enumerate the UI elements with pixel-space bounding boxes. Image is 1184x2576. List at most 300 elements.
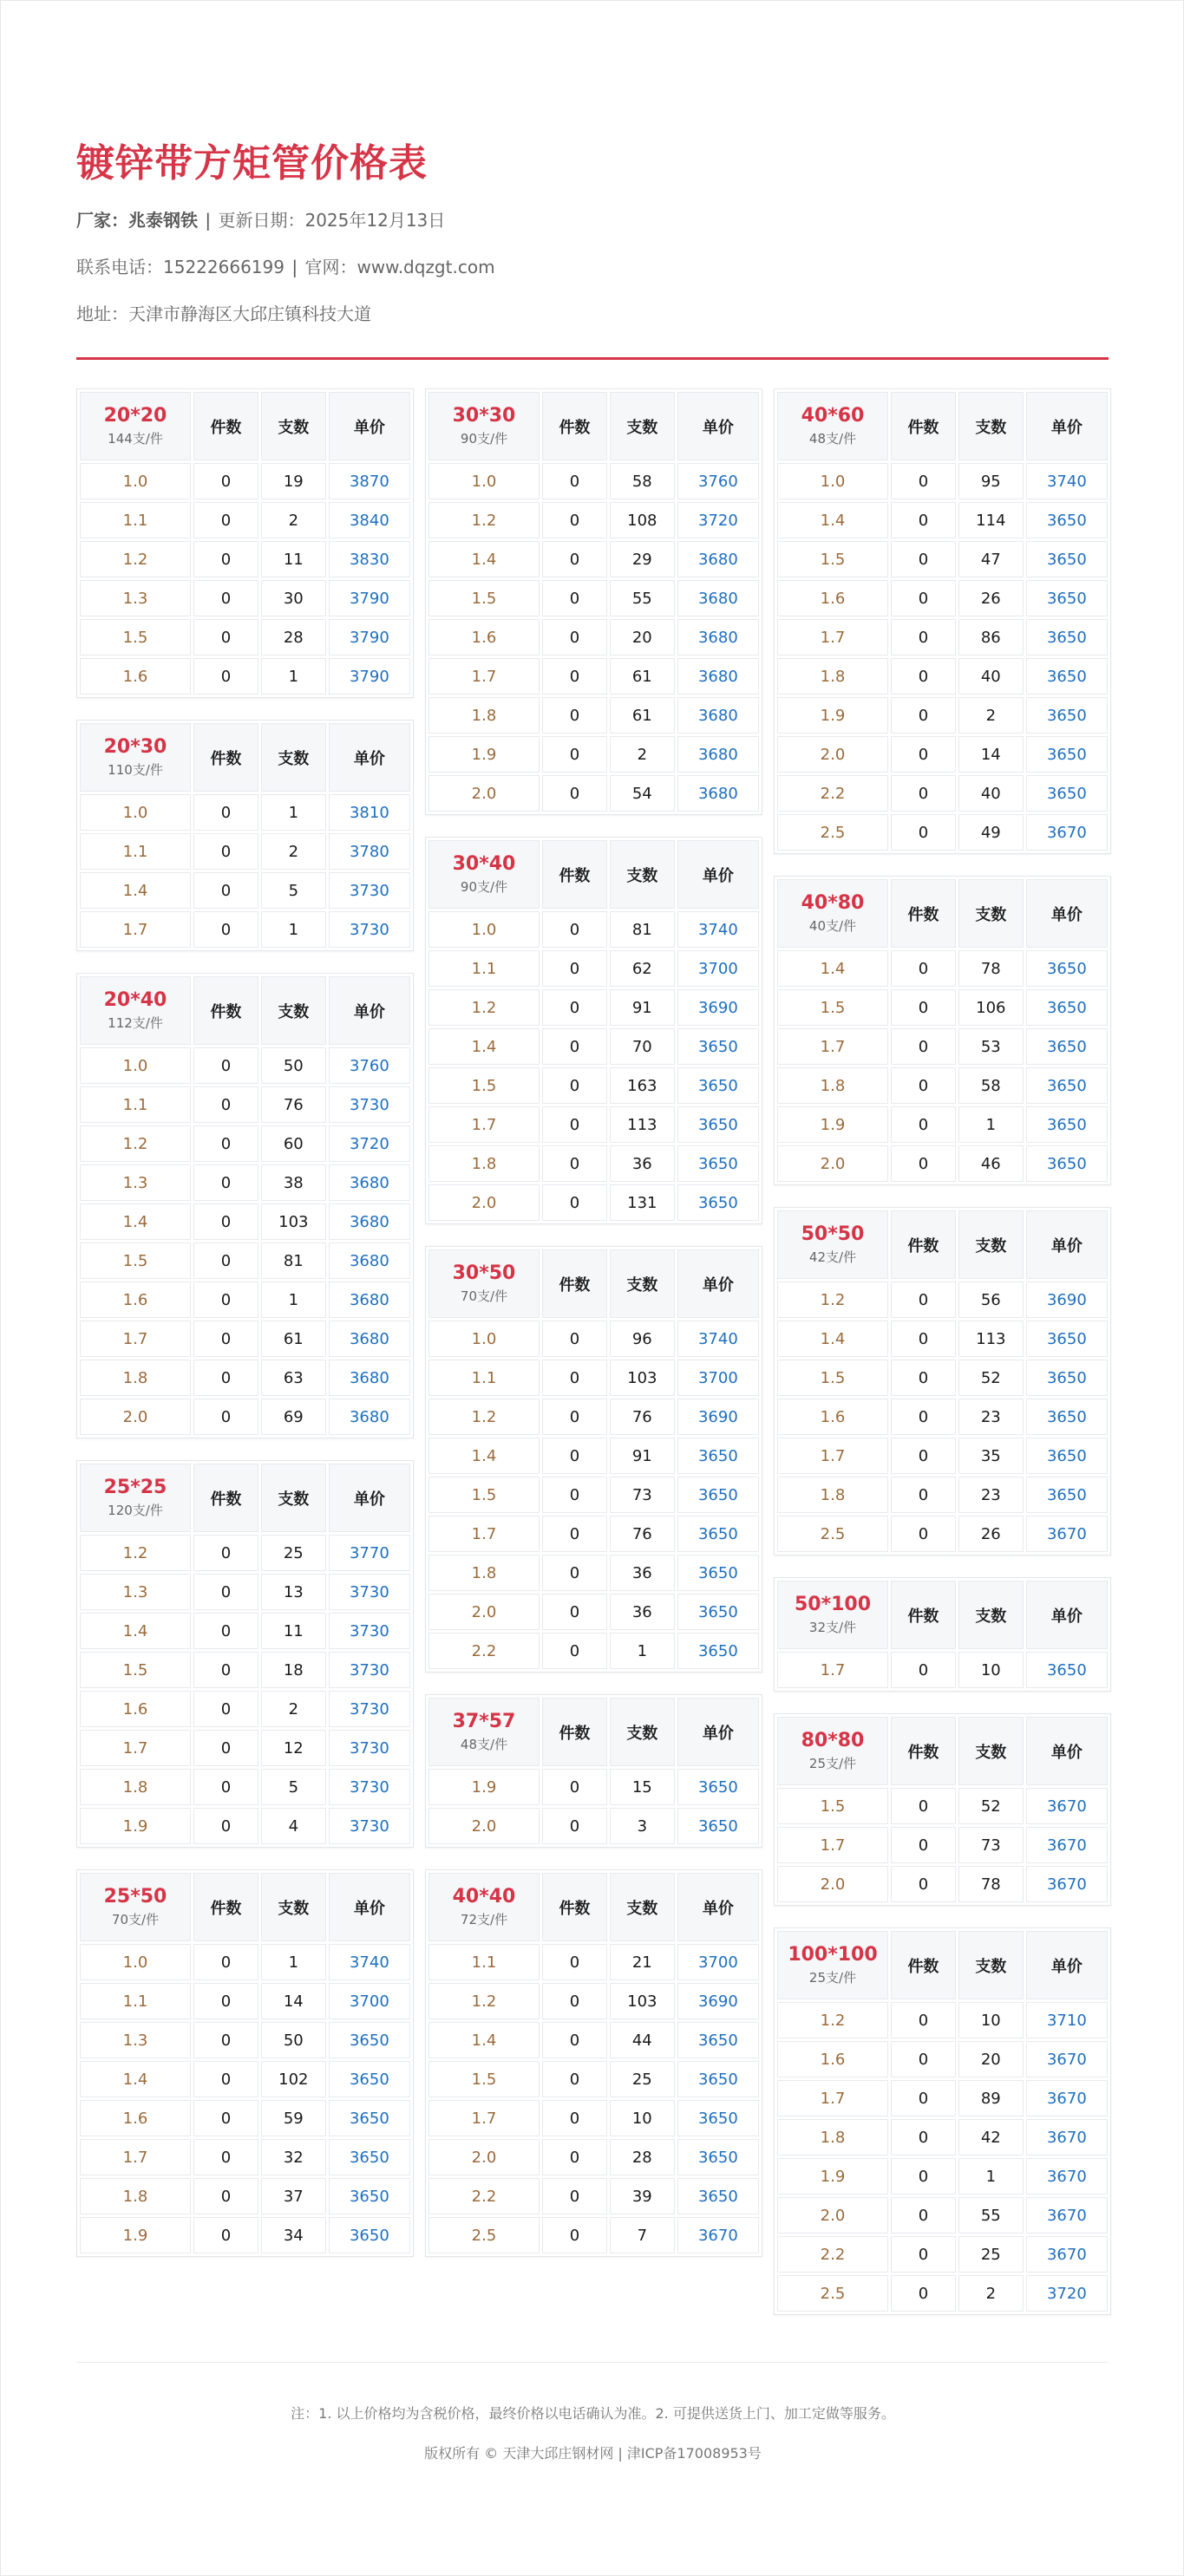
table-row [777, 541, 1108, 577]
thickness-cell: 1.4 [428, 1438, 540, 1474]
thickness-cell: 2.5 [777, 814, 888, 851]
table-row [80, 619, 410, 655]
table-row [777, 1438, 1108, 1474]
price-header: 单价 [1026, 1581, 1108, 1649]
price-cell: 3740 [677, 911, 759, 948]
spec-header [428, 840, 540, 909]
table-row [428, 2022, 759, 2058]
thickness-cell: 1.5 [428, 1067, 540, 1104]
price-cell: 3650 [1026, 1028, 1108, 1065]
pieces-cell: 0 [193, 911, 258, 948]
count-cell: 1 [958, 1106, 1024, 1143]
count-cell: 61 [610, 697, 675, 734]
table-row [777, 1281, 1108, 1318]
price-cell: 3650 [329, 2022, 410, 2058]
count-cell: 73 [958, 1827, 1024, 1863]
count-cell: 61 [261, 1321, 326, 1357]
spec-pack-qty: 72支/件 [460, 1911, 508, 1927]
thickness-cell: 1.2 [80, 1535, 191, 1571]
pieces-cell: 0 [891, 2236, 956, 2273]
price-cell: 3650 [1026, 1652, 1108, 1688]
price-cell: 3730 [329, 1808, 410, 1844]
count-cell: 1 [261, 911, 326, 948]
price-header: 单价 [1026, 1210, 1108, 1279]
price-cell: 3730 [329, 1730, 410, 1766]
price-cell: 3730 [329, 1652, 410, 1688]
table-row [80, 1281, 410, 1318]
count-cell: 78 [958, 950, 1024, 987]
pieces-cell: 0 [542, 2139, 607, 2175]
pieces-cell: 0 [542, 697, 607, 734]
pieces-cell: 0 [193, 502, 258, 538]
count-cell: 103 [261, 1203, 326, 1240]
spec-size: 20*30 [103, 735, 167, 758]
price-cell: 3650 [677, 2100, 759, 2136]
thickness-cell: 1.0 [428, 1321, 540, 1357]
thickness-cell: 1.4 [428, 2022, 540, 2058]
price-table [76, 1460, 414, 1848]
table-row [428, 1555, 759, 1591]
price-cell: 3680 [677, 697, 759, 734]
count-cell: 2 [261, 1691, 326, 1727]
pieces-cell: 0 [891, 502, 956, 538]
pieces-cell: 0 [891, 658, 956, 695]
table-row [428, 2061, 759, 2097]
pieces-cell: 0 [891, 697, 956, 734]
thickness-cell: 2.0 [777, 736, 888, 773]
count-cell: 102 [261, 2061, 326, 2097]
pieces-cell: 0 [542, 2100, 607, 2136]
spec-pack-qty: 70支/件 [111, 1911, 160, 1927]
table-row [80, 502, 410, 538]
pieces-cell: 0 [891, 2275, 956, 2312]
thickness-cell: 1.1 [428, 950, 540, 987]
pieces-cell: 0 [193, 794, 258, 831]
spec-size: 30*40 [452, 852, 516, 875]
spec-header [80, 392, 191, 460]
pieces-cell: 0 [542, 775, 607, 812]
price-cell: 3670 [1026, 814, 1108, 851]
thickness-cell: 1.9 [777, 1106, 888, 1143]
spec-header [80, 723, 191, 792]
count-header: 支数 [261, 723, 326, 792]
table-row [428, 2139, 759, 2175]
price-cell: 3670 [1026, 2236, 1108, 2273]
price-cell: 3650 [1026, 1360, 1108, 1396]
pieces-cell: 0 [193, 2100, 258, 2136]
separator: | [291, 257, 298, 277]
table-header-row [777, 879, 1108, 948]
table-row [428, 2178, 759, 2214]
thickness-cell: 1.9 [777, 697, 888, 734]
table-row [80, 1652, 410, 1688]
thickness-cell: 1.1 [428, 1944, 540, 1980]
count-cell: 95 [958, 463, 1024, 499]
pieces-header: 件数 [542, 1698, 607, 1766]
spec-pack-qty: 32支/件 [808, 1619, 857, 1635]
spec-pack-qty: 90支/件 [460, 430, 508, 447]
spec-header [428, 1249, 540, 1318]
table-header-row [777, 1931, 1108, 1999]
price-cell: 3670 [1026, 2041, 1108, 2077]
price-cell: 3790 [329, 580, 410, 616]
table-row [777, 1360, 1108, 1396]
table-row [80, 1321, 410, 1357]
count-cell: 25 [958, 2236, 1024, 2273]
pieces-cell: 0 [542, 1944, 607, 1980]
count-header: 支数 [261, 392, 326, 460]
pieces-header: 件数 [542, 1249, 607, 1318]
count-cell: 32 [261, 2139, 326, 2175]
price-header: 单价 [329, 723, 410, 792]
pieces-cell: 0 [193, 1535, 258, 1571]
spec-size: 40*80 [801, 891, 865, 914]
price-table [425, 837, 762, 1224]
price-cell: 3730 [329, 911, 410, 948]
thickness-cell: 2.5 [428, 2217, 540, 2253]
count-cell: 30 [261, 580, 326, 616]
price-cell: 3650 [677, 1633, 759, 1669]
page-header [76, 131, 1109, 337]
thickness-cell: 1.8 [428, 697, 540, 734]
price-header: 单价 [329, 1464, 410, 1532]
table-row [777, 697, 1108, 734]
pieces-cell: 0 [891, 775, 956, 812]
table-row [428, 1983, 759, 2019]
table-row [428, 1321, 759, 1357]
table-row [428, 1067, 759, 1104]
thickness-cell: 1.5 [777, 1788, 888, 1824]
spec-pack-qty: 25支/件 [808, 1755, 857, 1771]
count-cell: 38 [261, 1164, 326, 1201]
pieces-cell: 0 [542, 658, 607, 695]
phone-number[interactable]: 15222666199 [163, 257, 285, 277]
manufacturer-name: 兆泰钢铁 [128, 210, 198, 231]
price-cell: 3700 [677, 1360, 759, 1396]
table-row [80, 2100, 410, 2136]
pieces-header: 件数 [891, 879, 956, 948]
spec-size: 25*50 [103, 1885, 167, 1908]
thickness-cell: 1.6 [777, 580, 888, 616]
pieces-cell: 0 [891, 2197, 956, 2234]
count-cell: 131 [610, 1184, 675, 1221]
price-cell: 3670 [1026, 1788, 1108, 1824]
spec-pack-qty: 48支/件 [460, 1736, 508, 1752]
thickness-cell: 1.6 [428, 619, 540, 655]
count-cell: 56 [958, 1281, 1024, 1318]
count-cell: 23 [958, 1399, 1024, 1435]
pieces-cell: 0 [193, 2139, 258, 2175]
count-cell: 60 [261, 1125, 326, 1162]
thickness-cell: 1.5 [80, 1242, 191, 1279]
pieces-cell: 0 [891, 1360, 956, 1396]
table-row [428, 1106, 759, 1143]
table-row [428, 989, 759, 1026]
pieces-cell: 0 [542, 1516, 607, 1552]
separator: | [205, 210, 212, 231]
table-row [80, 2178, 410, 2214]
table-header-row [428, 1873, 759, 1941]
price-cell: 3650 [329, 2061, 410, 2097]
table-row [80, 1399, 410, 1435]
count-cell: 76 [610, 1516, 675, 1552]
footer-note: 注：1. 以上价格均为含税价格，最终价格以电话确认为准。2. 可提供送货上门、加工定做等服务。 [291, 2405, 895, 2422]
price-cell: 3690 [677, 1399, 759, 1435]
pieces-cell: 0 [891, 736, 956, 773]
thickness-cell: 1.0 [80, 1944, 191, 1980]
website-link[interactable]: www.dqzgt.com [357, 257, 495, 277]
table-row [428, 2217, 759, 2253]
table-row [428, 1944, 759, 1980]
count-cell: 25 [261, 1535, 326, 1571]
pieces-cell: 0 [193, 2178, 258, 2214]
table-row [428, 502, 759, 538]
pieces-cell: 0 [891, 2041, 956, 2077]
count-cell: 5 [261, 872, 326, 909]
count-cell: 26 [958, 580, 1024, 616]
count-header: 支数 [958, 1581, 1024, 1649]
count-cell: 10 [958, 1652, 1024, 1688]
count-cell: 21 [610, 1944, 675, 1980]
price-cell: 3840 [329, 502, 410, 538]
spec-header [428, 1698, 540, 1766]
count-header: 支数 [261, 976, 326, 1045]
thickness-cell: 1.5 [777, 1360, 888, 1396]
spec-pack-qty: 70支/件 [460, 1288, 508, 1304]
price-header: 单价 [329, 1873, 410, 1941]
spec-header [80, 1873, 191, 1941]
manufacturer-line [76, 197, 1109, 244]
pieces-cell: 0 [193, 1399, 258, 1435]
spec-header [777, 879, 888, 948]
pieces-cell: 0 [193, 463, 258, 499]
thickness-cell: 1.2 [428, 1983, 540, 2019]
count-cell: 86 [958, 619, 1024, 655]
pieces-cell: 0 [891, 950, 956, 987]
count-cell: 19 [261, 463, 326, 499]
table-row [428, 775, 759, 812]
price-cell: 3650 [677, 1594, 759, 1630]
price-cell: 3730 [329, 1086, 410, 1123]
count-cell: 25 [610, 2061, 675, 2097]
thickness-cell: 1.2 [80, 1125, 191, 1162]
count-header: 支数 [958, 1931, 1024, 1999]
table-row [777, 1106, 1108, 1143]
thickness-cell: 1.8 [80, 2178, 191, 2214]
pieces-cell: 0 [891, 1028, 956, 1065]
pieces-cell: 0 [193, 1321, 258, 1357]
table-header-row [428, 840, 759, 909]
table-row [428, 1808, 759, 1844]
spec-header [777, 1717, 888, 1785]
price-cell: 3670 [677, 2217, 759, 2253]
thickness-cell: 1.2 [428, 989, 540, 1026]
price-header: 单价 [1026, 392, 1108, 460]
thickness-cell: 1.3 [80, 1574, 191, 1610]
table-row [80, 1242, 410, 1279]
spec-size: 40*40 [452, 1885, 516, 1908]
count-cell: 20 [958, 2041, 1024, 2077]
pieces-header: 件数 [542, 1873, 607, 1941]
address-text: 天津市静海区大邱庄镇科技大道 [128, 303, 371, 324]
table-row [777, 2119, 1108, 2155]
pieces-header: 件数 [193, 723, 258, 792]
count-cell: 58 [610, 463, 675, 499]
price-cell: 3650 [677, 1067, 759, 1104]
thickness-cell: 1.8 [777, 658, 888, 695]
price-cell: 3650 [1026, 1067, 1108, 1104]
table-row [777, 619, 1108, 655]
price-table [425, 1694, 762, 1848]
price-cell: 3650 [1026, 950, 1108, 987]
thickness-cell: 1.3 [80, 2022, 191, 2058]
thickness-cell: 1.4 [80, 2061, 191, 2097]
table-row [777, 1321, 1108, 1357]
pieces-cell: 0 [193, 1574, 258, 1610]
pieces-cell: 0 [891, 1399, 956, 1435]
table-row [777, 2236, 1108, 2273]
thickness-cell: 1.1 [80, 833, 191, 870]
count-header: 支数 [610, 1698, 675, 1766]
pieces-cell: 0 [542, 2061, 607, 2097]
table-row [80, 1983, 410, 2019]
table-row [777, 1477, 1108, 1513]
pieces-cell: 0 [193, 658, 258, 695]
price-cell: 3650 [677, 1028, 759, 1065]
count-cell: 26 [958, 1516, 1024, 1552]
table-row [777, 1788, 1108, 1824]
thickness-cell: 1.1 [80, 1086, 191, 1123]
count-cell: 53 [958, 1028, 1024, 1065]
table-row [777, 2002, 1108, 2038]
thickness-cell: 1.0 [428, 463, 540, 499]
count-cell: 103 [610, 1360, 675, 1396]
thickness-cell: 1.7 [80, 1730, 191, 1766]
table-header-row [777, 1210, 1108, 1279]
pieces-cell: 0 [193, 872, 258, 909]
price-cell: 3650 [1026, 736, 1108, 773]
pieces-cell: 0 [891, 2002, 956, 2038]
thickness-cell: 2.2 [428, 2178, 540, 2214]
pieces-cell: 0 [193, 619, 258, 655]
pieces-cell: 0 [891, 541, 956, 577]
thickness-cell: 1.4 [428, 541, 540, 577]
pieces-cell: 0 [891, 1866, 956, 1902]
price-cell: 3650 [1026, 1106, 1108, 1143]
price-cell: 3650 [1026, 1399, 1108, 1435]
address-line [76, 290, 1109, 337]
count-cell: 55 [958, 2197, 1024, 2234]
spec-header [80, 1464, 191, 1532]
count-cell: 11 [261, 541, 326, 577]
count-cell: 54 [610, 775, 675, 812]
table-row [777, 1399, 1108, 1435]
spec-size: 30*30 [452, 404, 516, 427]
thickness-cell: 1.7 [777, 1827, 888, 1863]
count-cell: 108 [610, 502, 675, 538]
price-header: 单价 [677, 392, 759, 460]
price-cell: 3650 [1026, 619, 1108, 655]
table-row [80, 463, 410, 499]
count-cell: 2 [261, 833, 326, 870]
table-column-1 [76, 388, 414, 2257]
price-cell: 3730 [329, 1613, 410, 1649]
price-cell: 3650 [329, 2139, 410, 2175]
pieces-cell: 0 [542, 950, 607, 987]
price-table [774, 1713, 1111, 1906]
price-cell: 3650 [1026, 1321, 1108, 1357]
table-row [777, 989, 1108, 1026]
table-row [80, 833, 410, 870]
table-row [80, 541, 410, 577]
count-cell: 113 [958, 1321, 1024, 1357]
price-cell: 3650 [677, 1516, 759, 1552]
table-row [428, 1769, 759, 1805]
price-cell: 3770 [329, 1535, 410, 1571]
pieces-cell: 0 [193, 1983, 258, 2019]
pieces-cell: 0 [542, 502, 607, 538]
thickness-cell: 1.2 [428, 502, 540, 538]
price-table [774, 876, 1111, 1185]
thickness-cell: 1.4 [80, 1613, 191, 1649]
thickness-cell: 1.7 [428, 658, 540, 695]
pieces-cell: 0 [542, 1067, 607, 1104]
table-header-row [80, 976, 410, 1045]
price-cell: 3680 [677, 658, 759, 695]
table-row [428, 1438, 759, 1474]
thickness-cell: 2.0 [428, 1808, 540, 1844]
price-table [425, 388, 762, 815]
thickness-cell: 1.2 [428, 1399, 540, 1435]
price-tables-grid [76, 388, 1111, 2315]
price-cell: 3650 [329, 2178, 410, 2214]
pieces-header: 件数 [193, 392, 258, 460]
pieces-cell: 0 [542, 2178, 607, 2214]
thickness-cell: 1.7 [428, 2100, 540, 2136]
table-row [80, 1164, 410, 1201]
thickness-cell: 2.5 [777, 1516, 888, 1552]
table-row [428, 1399, 759, 1435]
price-cell: 3780 [329, 833, 410, 870]
count-cell: 1 [958, 2158, 1024, 2194]
count-cell: 40 [958, 775, 1024, 812]
table-row [777, 1866, 1108, 1902]
thickness-cell: 2.0 [428, 1594, 540, 1630]
thickness-cell: 1.9 [80, 1808, 191, 1844]
count-cell: 78 [958, 1866, 1024, 1902]
spec-size: 20*40 [103, 988, 167, 1011]
spec-header [428, 1873, 540, 1941]
table-row [428, 463, 759, 499]
count-header: 支数 [958, 879, 1024, 948]
table-row [777, 658, 1108, 695]
price-cell: 3730 [329, 1691, 410, 1727]
price-header: 单价 [1026, 1931, 1108, 1999]
pieces-cell: 0 [542, 1145, 607, 1182]
thickness-cell: 1.4 [777, 502, 888, 538]
table-header-row [777, 392, 1108, 460]
price-cell: 3810 [329, 794, 410, 831]
thickness-cell: 1.5 [777, 541, 888, 577]
price-cell: 3650 [677, 1106, 759, 1143]
table-row [428, 2100, 759, 2136]
count-cell: 1 [261, 1944, 326, 1980]
thickness-cell: 1.0 [80, 794, 191, 831]
count-header: 支数 [610, 1249, 675, 1318]
thickness-cell: 1.1 [80, 1983, 191, 2019]
price-cell: 3650 [329, 2100, 410, 2136]
table-row [777, 463, 1108, 499]
